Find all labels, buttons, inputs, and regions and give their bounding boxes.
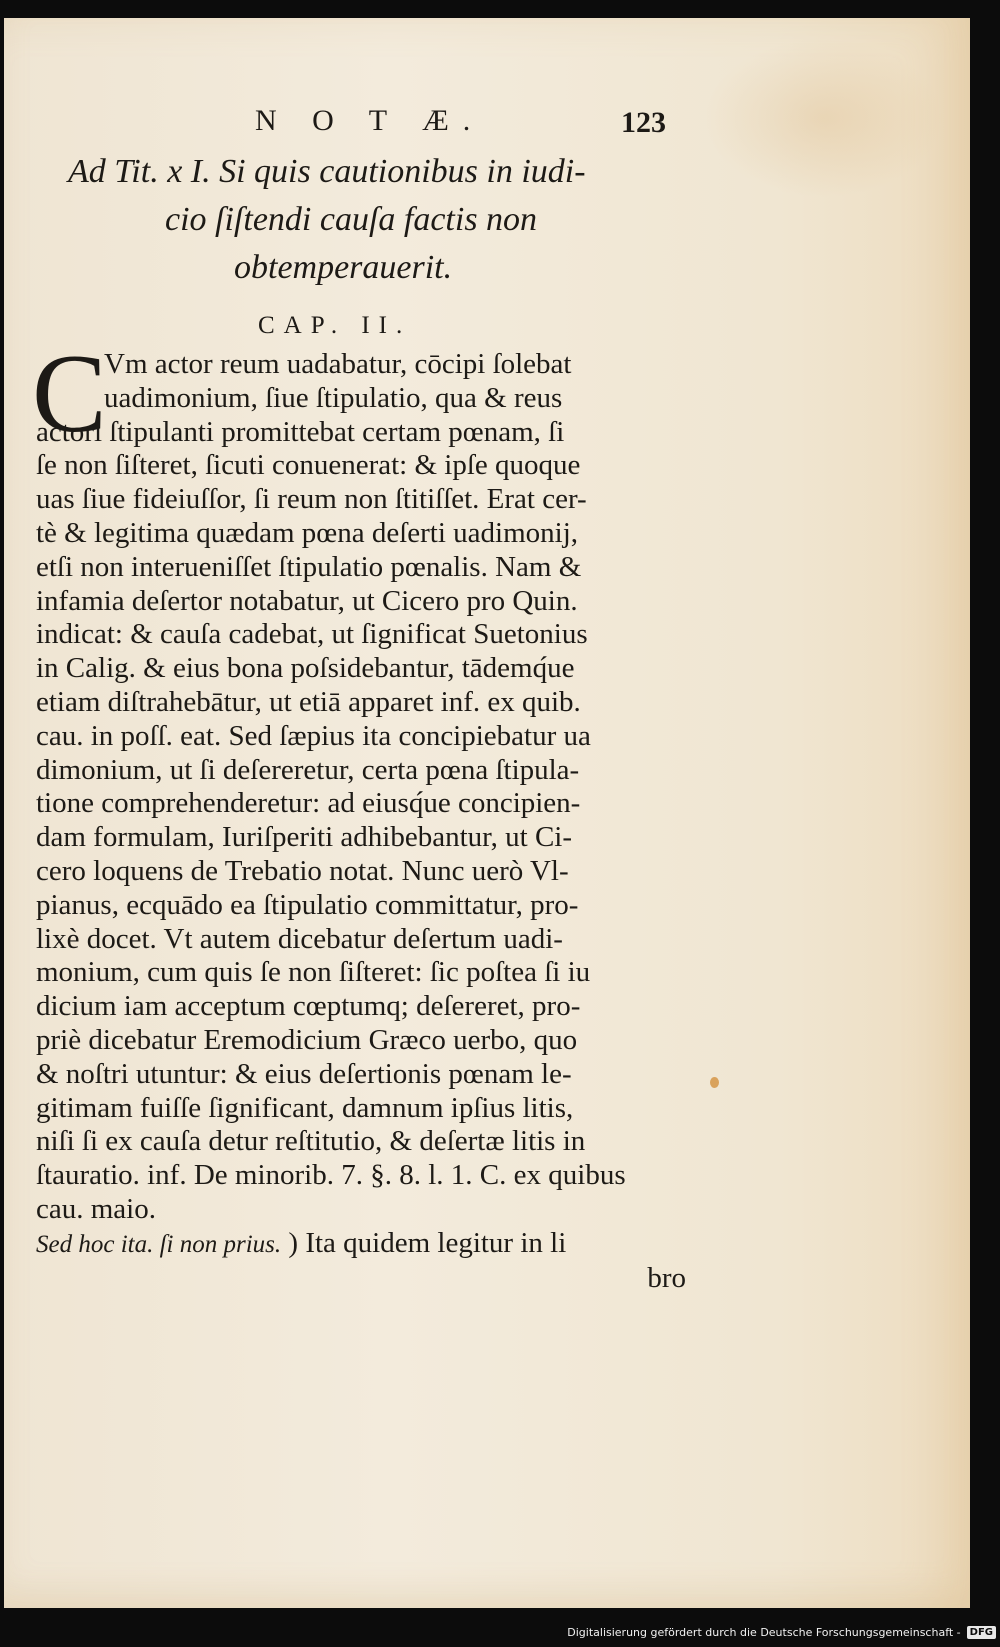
lemma-line <box>36 1227 686 1262</box>
page-number: 123 <box>621 106 666 139</box>
catchword: bro <box>647 1261 686 1294</box>
text-line: etiam diſtrahebātur, ut etiā apparet inf. ex quib. <box>36 685 581 718</box>
ink-spot <box>710 1077 719 1088</box>
text-line: priè dicebatur Eremodicium Græco uerbo, quo <box>36 1023 578 1056</box>
text-line: in Calig. & eius bona poſsidebantur, tādemq́ue <box>36 652 575 685</box>
text-line: uas ſiue fideiuſſor, ſi reum non ſtitiſſet. Erat cer- <box>36 483 587 516</box>
running-head-title: N O T Æ. <box>255 104 485 137</box>
lemma-close: ) <box>288 1226 299 1259</box>
text-line: & noſtri utuntur: & eius deſertionis pœnam le- <box>36 1057 572 1090</box>
title-line: cio ſiſtendi cauſa factis non <box>165 201 538 238</box>
text-line: actori ſtipulanti promittebat certam pœnam, ſi <box>36 415 565 448</box>
text-line: cero loquens de Trebatio notat. Nunc uerò Vl- <box>36 854 569 887</box>
footer-credit <box>567 1619 996 1645</box>
text-line: monium, cum quis ſe non ſiſteret: ſic poſtea ſi iu <box>36 956 591 989</box>
lemma-italic: Sed hoc ita. ſi non prius. <box>36 1230 282 1258</box>
text-line: Vm actor reum uadabatur, cōcipi ſolebat <box>104 348 572 380</box>
text-line: cau. maio. <box>36 1192 156 1225</box>
title-line: obtemperauerit. <box>234 249 453 286</box>
text-line: lixè docet. Vt autem dicebatur deſertum uadi- <box>36 922 563 955</box>
text-line: dimonium, ut ſi deſereretur, certa pœna ſtipula- <box>36 753 580 786</box>
footer-text: Digitalisierung gefördert durch die Deutsche Forschungsgemeinschaft - <box>567 1625 961 1639</box>
text-line: ſe non ſiſteret, ſicuti conuenerat: & ipſe quoque <box>36 449 581 482</box>
text-line: uadimonium, ſiue ſtipulatio, qua & reus <box>104 381 563 414</box>
section-title <box>60 148 680 292</box>
text-line: infamia deſertor notabatur, ut Cicero pro Quin. <box>36 584 578 617</box>
lemma-text: Ita quidem legitur in li <box>305 1226 567 1259</box>
chapter-heading: CAP. II. <box>258 312 412 339</box>
text-line: etſi non interueniſſet ſtipulatio pœnalis. Nam & <box>36 550 582 583</box>
text-line: pianus, ecquādo ea ſtipulatio committatur, pro- <box>36 888 579 921</box>
body-text <box>36 348 686 1295</box>
text-line: tione comprehenderetur: ad eiusq́ue concipien- <box>36 787 581 820</box>
text-line: dam formulam, Iuriſperiti adhibebantur, ut Ci- <box>36 821 573 854</box>
dfg-logo: DFG <box>967 1626 996 1639</box>
text-line: cau. in poſſ. eat. Sed ſæpius ita concipiebatur ua <box>36 719 591 752</box>
text-line: tè & legitima quædam pœna deſerti uadimonij, <box>36 516 579 549</box>
text-line: gitimam fuiſſe ſignificant, damnum ipſius litis, <box>36 1091 574 1124</box>
text-line: niſi ſi ex cauſa detur reſtitutio, & deſertæ litis in <box>36 1125 586 1158</box>
drop-cap: C <box>32 332 107 456</box>
title-line: Ad Tit. x I. Si quis cautionibus in iudi- <box>68 153 586 190</box>
running-head <box>0 104 1000 144</box>
text-line: ſtauratio. inf. De minorib. 7. §. 8. l. 1. C. ex quibus <box>36 1159 626 1192</box>
text-line: indicat: & cauſa cadebat, ut ſignificat Suetonius <box>36 618 588 651</box>
text-line: dicium iam acceptum cœptumq; deſereret, pro- <box>36 990 581 1023</box>
